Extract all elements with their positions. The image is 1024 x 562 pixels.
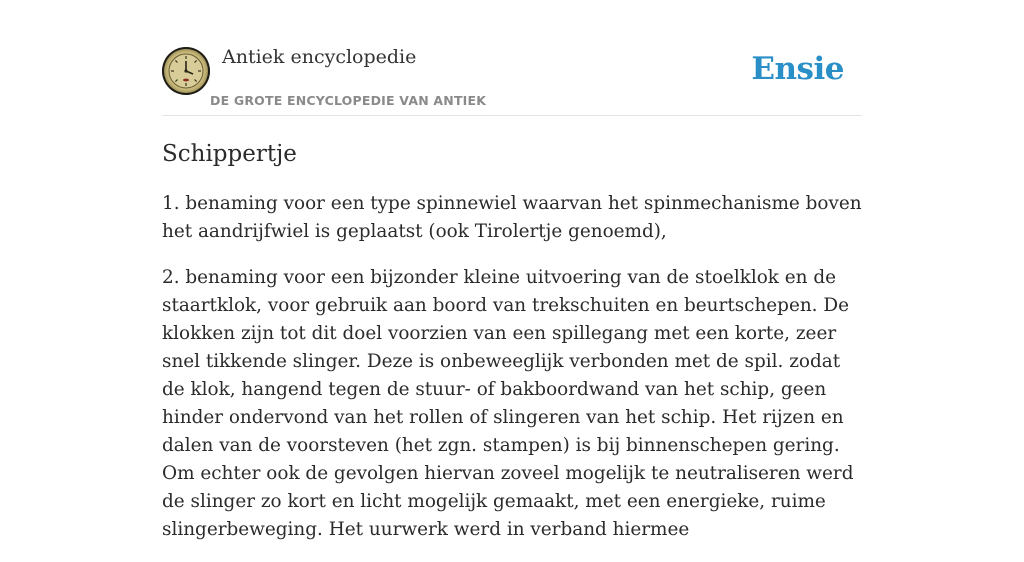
ensie-brand-logo[interactable]: Ensie (751, 51, 844, 87)
article-paragraph-1: 1. benaming voor een type spinnewiel waarvan het spinmechanisme boven het aandrijfwiel is geplaatst (ook Tirolertje genoemd), (162, 193, 862, 242)
clock-face-graphic (162, 47, 210, 95)
article-content (162, 138, 862, 562)
antique-clock-icon[interactable] (162, 47, 210, 95)
site-title[interactable]: Antiek encyclopedie (222, 46, 417, 68)
site-subtitle: DE GROTE ENCYCLOPEDIE VAN ANTIEK (210, 93, 487, 108)
site-header (162, 0, 862, 116)
page-title: Schippertje (162, 141, 297, 167)
article-paragraph-2: 2. benaming voor een bijzonder kleine uitvoering van de stoelklok en de staartklok, voor gebruik aan boord van trekschuiten en beurtschepen. De klokken zijn tot dit doel voorzien van een spillegang met een korte, zeer snel tikkende slinger. Deze is onbeweeglijk verbonden met de spil. zodat de klok, hangend tegen de stuur- of bakboordwand van het schip, geen hinder ondervond van het rollen of slingeren van het schip. Het rijzen en dalen van de voorsteven (het zgn. stampen) is bij binnenschepen gering. Om echter ook de gevolgen hiervan zoveel mogelijk te neutraliseren werd de slinger zo kort en licht mogelijk gemaakt, met een energieke, ruime slingerbeweging. Het uurwerk werd in verband hiermee (162, 267, 854, 540)
